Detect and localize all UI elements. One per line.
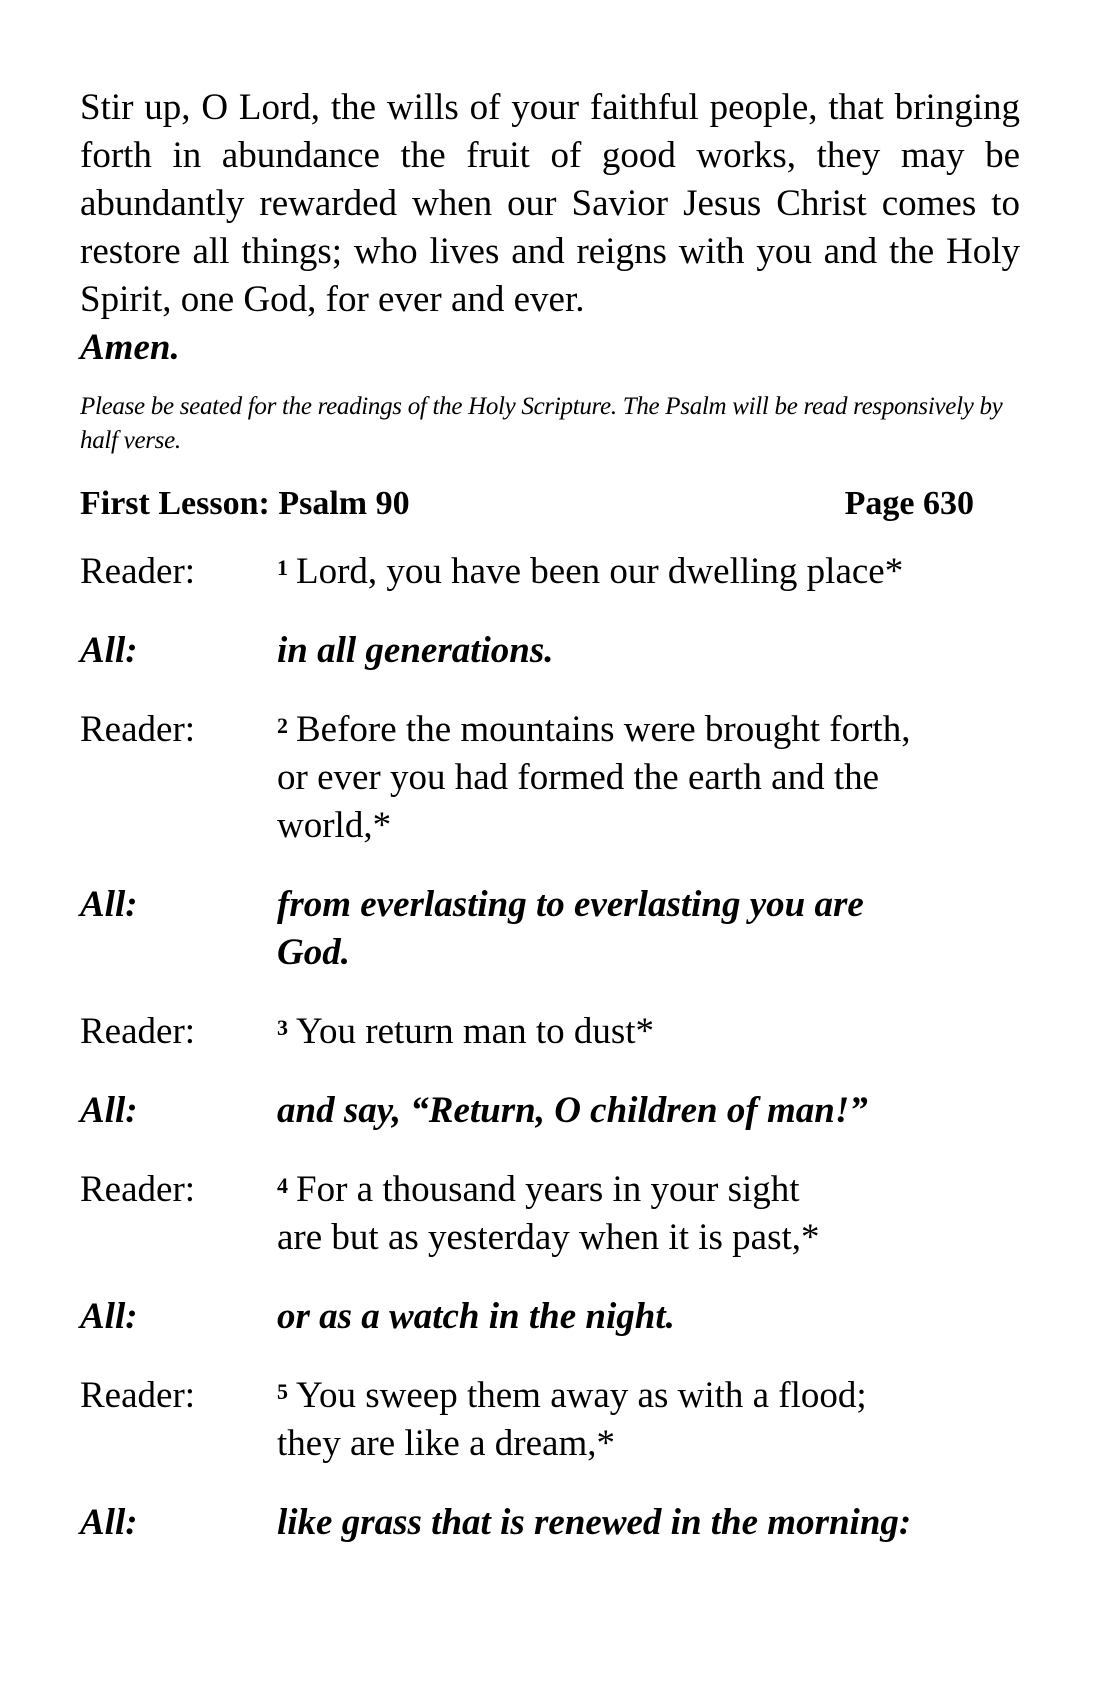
speaker-label: All: (80, 1296, 138, 1337)
verse-text: in all generations. (277, 630, 554, 671)
seating-instruction: Please be seated for the readings of the Holy Scripture. The Psalm will be read responsively by half verse. (80, 393, 1003, 454)
psalm-verse-response (80, 627, 1020, 675)
psalm-verse-response (80, 1293, 1020, 1341)
speaker-label: Reader: (80, 1011, 196, 1052)
psalm-responsive-reading (80, 548, 1020, 1547)
verse-number: 5 (277, 1379, 288, 1404)
psalm-verse-response (80, 1087, 1020, 1135)
verse-number: 4 (277, 1173, 288, 1198)
speaker-label: All: (80, 1502, 138, 1543)
speaker-label: Reader: (80, 1169, 196, 1210)
psalm-verse-reader (80, 1372, 1020, 1468)
verse-number: 1 (277, 555, 288, 580)
verse-number: 2 (277, 713, 288, 738)
speaker-label: Reader: (80, 1375, 196, 1416)
speaker-label: Reader: (80, 551, 196, 592)
verse-number: 3 (277, 1015, 288, 1040)
verse-text: $^5$ You sweep them away as with a flood; they are like a dream,* (277, 1375, 867, 1464)
prayer-amen: Amen. (80, 327, 180, 368)
verse-text: and say, “Return, O children of man!” (277, 1090, 868, 1131)
speaker-label: All: (80, 884, 138, 925)
verse-text: $^3$ You return man to dust* (277, 1011, 655, 1052)
lesson-title: First Lesson: Psalm 90 (80, 485, 410, 522)
lesson-heading (80, 482, 1020, 526)
psalm-verse-reader (80, 548, 1020, 596)
speaker-label: Reader: (80, 709, 196, 750)
lesson-page-number: Page 630 (844, 485, 974, 522)
psalm-verse-response (80, 1499, 1020, 1547)
psalm-verse-reader (80, 1166, 1020, 1262)
verse-text: $^1$ Lord, you have been our dwelling place* (277, 551, 904, 592)
psalm-verse-reader (80, 1008, 1020, 1056)
prayer-text: Stir up, O Lord, the wills of your faithful people, that bringing forth in abundance the fruit of good works, they may be abundantly rewarded when our Savior Jesus Christ comes to restore all things; who lives and reigns with you and the Holy Spirit, one God, for ever and ever. (80, 87, 1020, 320)
verse-text: $^4$ For a thousand years in your sight are but as yesterday when it is past,* (277, 1169, 820, 1258)
speaker-label: All: (80, 1090, 138, 1131)
psalm-verse-reader (80, 706, 1020, 850)
verse-text: like grass that is renewed in the morning: (277, 1502, 912, 1543)
verse-text: $^2$ Before the mountains were brought forth, or ever you had formed the earth and the world,* (277, 709, 911, 846)
psalm-verse-response (80, 881, 1020, 977)
speaker-label: All: (80, 630, 138, 671)
verse-text: from everlasting to everlasting you are God. (277, 884, 864, 973)
verse-text: or as a watch in the night. (277, 1296, 675, 1337)
